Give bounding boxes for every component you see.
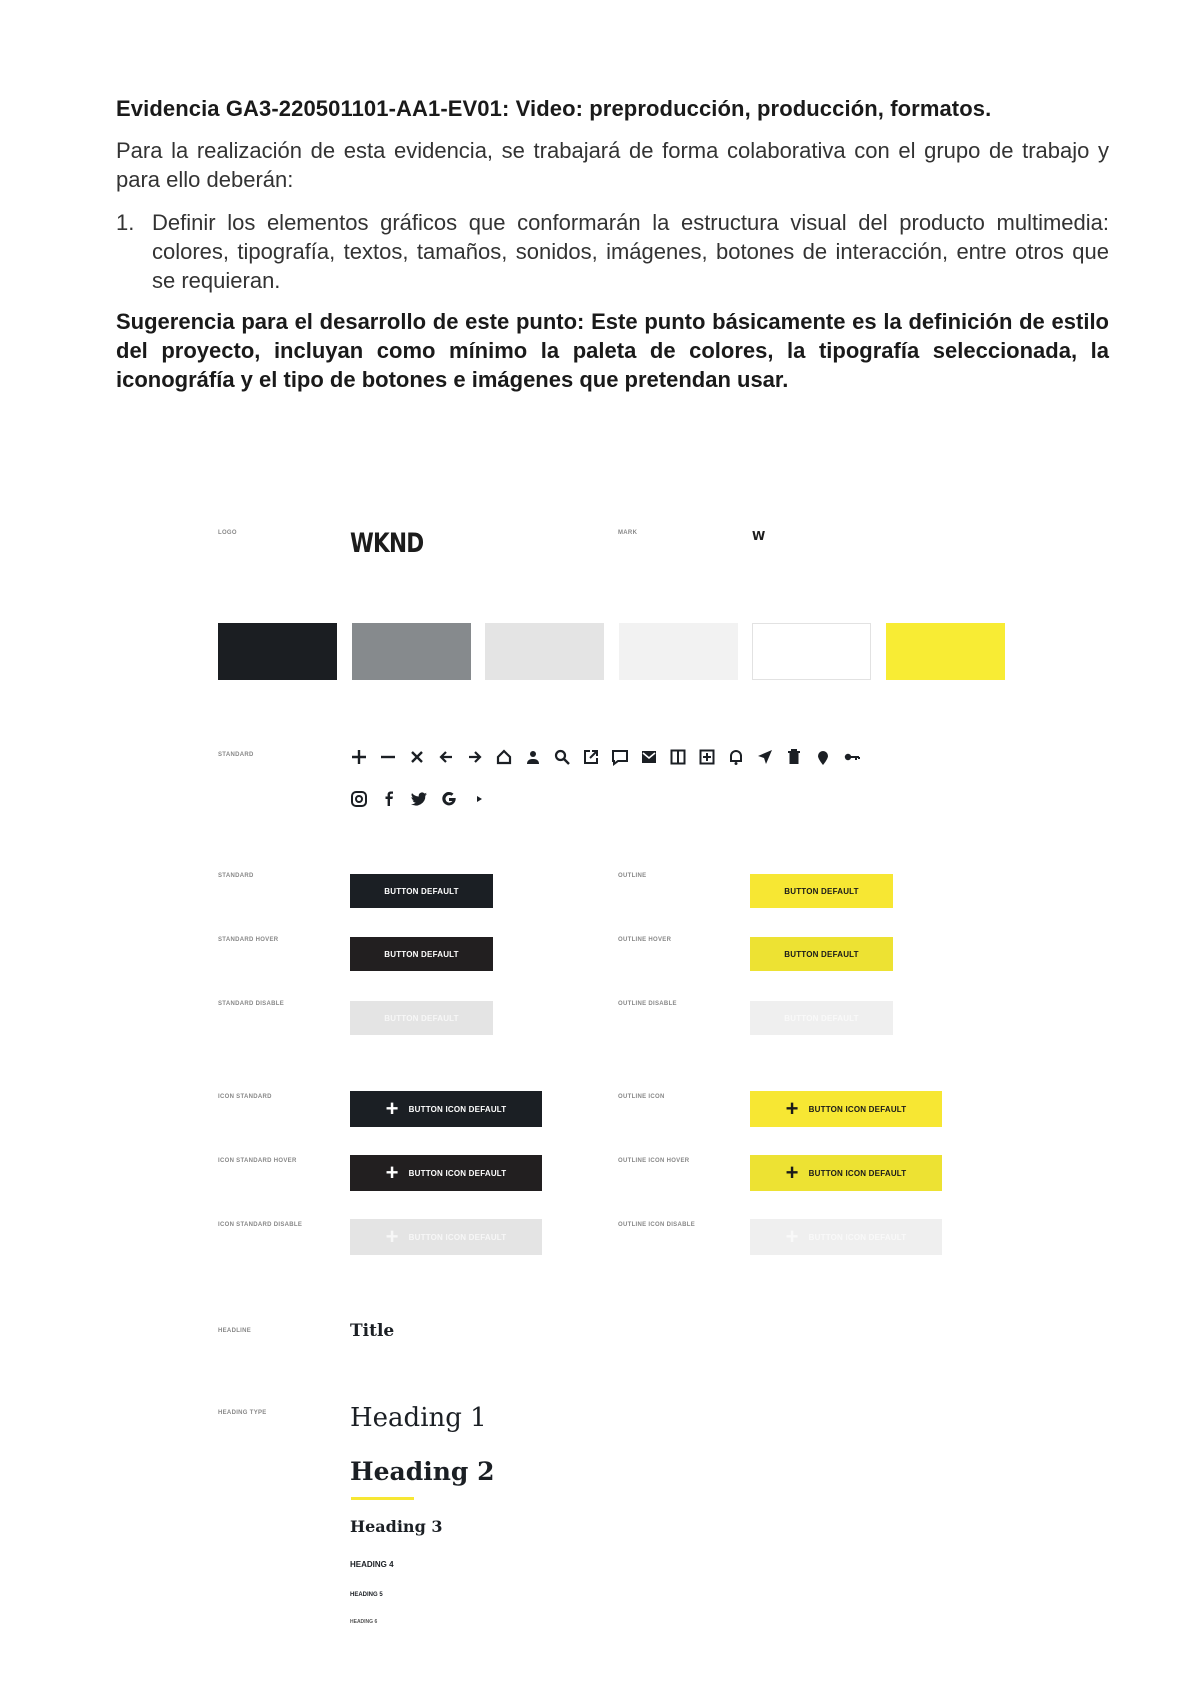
- send-icon: [756, 748, 774, 766]
- button-label: BUTTON ICON DEFAULT: [408, 1104, 507, 1114]
- button-label: BUTTON ICON DEFAULT: [808, 1104, 907, 1114]
- type-heading-1: Heading 1: [350, 1403, 487, 1433]
- task-list: [116, 208, 1109, 295]
- type-heading-4: HEADING 4: [350, 1560, 394, 1569]
- document-body: [116, 96, 1109, 394]
- color-swatch: [886, 623, 1005, 680]
- icon-standard-hover-button[interactable]: [350, 1155, 542, 1191]
- outline-icon-disabled-button[interactable]: [750, 1219, 942, 1255]
- suggestion-paragraph: Sugerencia para el desarrollo de este punto: Este punto básicamente es la definición de estilo del proyecto, incluyan como mínimo la paleta de colores, la tipografía seleccionada, la iconográfía y el tipo de botones e imágenes que pretendan usar.: [116, 309, 1109, 392]
- arrow-left-icon: [437, 748, 455, 766]
- outline-hover-label: OUTLINE HOVER: [618, 937, 672, 943]
- color-swatch: [752, 623, 871, 680]
- icon-standard-label: ICON STANDARD: [218, 1094, 272, 1100]
- outline-disabled-label: OUTLINE DISABLE: [618, 1001, 677, 1007]
- instagram-icon: [350, 790, 368, 808]
- standard-label: STANDARD: [218, 873, 254, 879]
- google-icon: [440, 790, 458, 808]
- type-heading-3: Heading 3: [350, 1517, 443, 1536]
- outline-button[interactable]: BUTTON DEFAULT: [750, 874, 893, 908]
- standard-disabled-label: STANDARD DISABLE: [218, 1001, 285, 1007]
- icons-label: STANDARD: [218, 752, 254, 758]
- add-box-icon: [698, 748, 716, 766]
- heading-underline: [351, 1497, 414, 1500]
- mail-icon: [640, 748, 658, 766]
- plus-icon: +: [385, 1224, 399, 1249]
- outline-icon-label: OUTLINE ICON: [618, 1094, 665, 1100]
- button-label: BUTTON ICON DEFAULT: [808, 1232, 907, 1242]
- search-icon: [553, 748, 571, 766]
- facebook-icon: [380, 790, 398, 808]
- comment-icon: [611, 748, 629, 766]
- headline-label: HEADLINE: [218, 1328, 252, 1334]
- play-icon: [470, 790, 488, 808]
- type-heading-5: HEADING 5: [350, 1592, 383, 1598]
- twitter-icon: [410, 790, 428, 808]
- columns-icon: [669, 748, 687, 766]
- type-title: Title: [350, 1321, 395, 1341]
- key-icon: [843, 748, 861, 766]
- color-swatch: [218, 623, 337, 680]
- external-link-icon: [582, 748, 600, 766]
- color-swatch: [485, 623, 604, 680]
- icon-row-standard: [350, 748, 861, 766]
- logo-label: LOGO: [218, 530, 237, 536]
- outline-icon-hover-button[interactable]: [750, 1155, 942, 1191]
- list-number: 1.: [116, 210, 135, 235]
- icon-standard-button[interactable]: [350, 1091, 542, 1127]
- color-swatch: [352, 623, 471, 680]
- button-label: BUTTON ICON DEFAULT: [408, 1232, 507, 1242]
- arrow-right-icon: [466, 748, 484, 766]
- plus-icon: +: [385, 1160, 399, 1185]
- plus-icon: +: [785, 1224, 799, 1249]
- standard-button[interactable]: BUTTON DEFAULT: [350, 874, 493, 908]
- outline-label: OUTLINE: [618, 873, 647, 879]
- outline-icon-hover-label: OUTLINE ICON HOVER: [618, 1158, 690, 1164]
- standard-hover-label: STANDARD HOVER: [218, 937, 279, 943]
- pin-icon: [814, 748, 832, 766]
- outline-icon-button[interactable]: [750, 1091, 942, 1127]
- type-heading-2: Heading 2: [350, 1457, 495, 1486]
- button-label: BUTTON ICON DEFAULT: [408, 1168, 507, 1178]
- icon-row-social: [350, 790, 488, 808]
- icon-standard-disabled-label: ICON STANDARD DISABLE: [218, 1222, 303, 1228]
- standard-disabled-button[interactable]: BUTTON DEFAULT: [350, 1001, 493, 1035]
- bell-icon: [727, 748, 745, 766]
- wknd-mark: W: [752, 529, 765, 543]
- outline-icon-disabled-label: OUTLINE ICON DISABLE: [618, 1222, 696, 1228]
- plus-icon: +: [785, 1096, 799, 1121]
- outline-hover-button[interactable]: BUTTON DEFAULT: [750, 937, 893, 971]
- standard-hover-button[interactable]: BUTTON DEFAULT: [350, 937, 493, 971]
- icon-standard-disabled-button[interactable]: [350, 1219, 542, 1255]
- button-label: BUTTON ICON DEFAULT: [808, 1168, 907, 1178]
- heading-type-label: HEADING TYPE: [218, 1410, 267, 1416]
- outline-disabled-button[interactable]: BUTTON DEFAULT: [750, 1001, 893, 1035]
- close-icon: [408, 748, 426, 766]
- wknd-logo: WKND: [350, 528, 424, 559]
- color-swatch: [619, 623, 738, 680]
- icon-standard-hover-label: ICON STANDARD HOVER: [218, 1158, 297, 1164]
- plus-icon: [350, 748, 368, 766]
- intro-paragraph: Para la realización de esta evidencia, se trabajará de forma colaborativa con el grupo de trabajo y para ello deberán:: [116, 138, 1109, 192]
- list-item: [116, 208, 1109, 295]
- mark-label: MARK: [618, 530, 638, 536]
- list-text: Definir los elementos gráficos que conformarán la estructura visual del producto multimedia: colores, tipografía, textos, tamaños, sonidos, imágenes, botones de interacción, entre otros que se requieran.: [152, 210, 1109, 293]
- plus-icon: +: [785, 1160, 799, 1185]
- home-icon: [495, 748, 513, 766]
- minus-icon: [379, 748, 397, 766]
- type-heading-6: HEADING 6: [350, 1619, 378, 1625]
- user-icon: [524, 748, 542, 766]
- plus-icon: +: [385, 1096, 399, 1121]
- trash-icon: [785, 748, 803, 766]
- document-title: Evidencia GA3-220501101-AA1-EV01: Video: preproducción, producción, formatos.: [116, 96, 992, 121]
